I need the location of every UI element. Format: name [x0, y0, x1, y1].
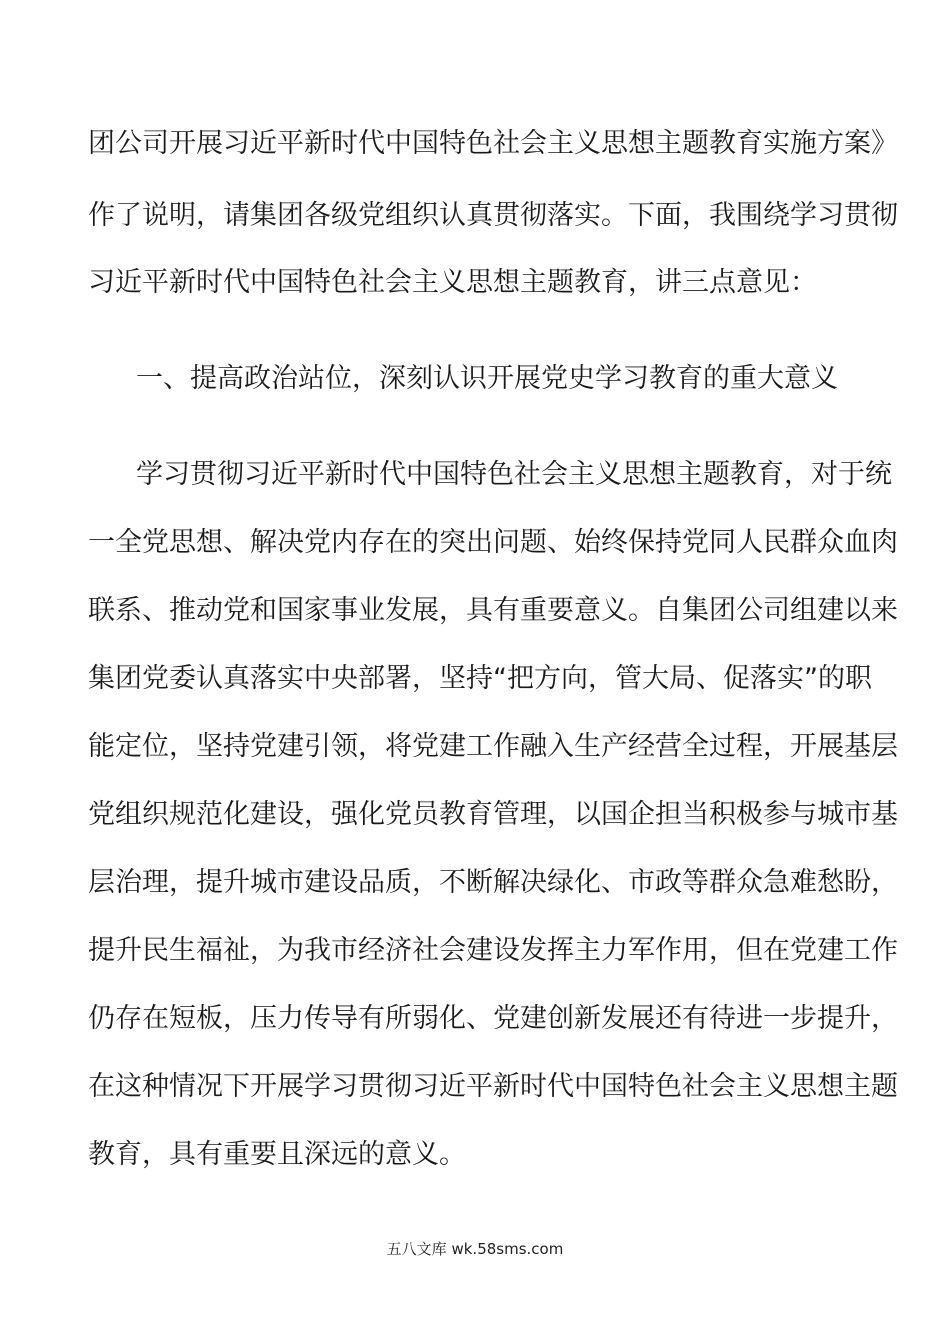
- footer-site-url[interactable]: wk.58sms.com: [451, 1240, 564, 1258]
- body-line-5: 能定位，坚持党建引领，将党建工作融入生产经营全过程，开展基层: [88, 731, 898, 762]
- body-line-1: 学习贯彻习近平新时代中国特色社会主义思想主题教育，对于统: [136, 459, 892, 490]
- intro-line-3: 习近平新时代中国特色社会主义思想主题教育，讲三点意见：: [88, 267, 817, 298]
- body-line-9: 仍存在短板，压力传导有所弱化、党建创新发展还有待进一步提升，: [88, 1003, 898, 1034]
- body-line-11: 教育，具有重要且深远的意义。: [88, 1139, 466, 1170]
- section-heading: 一、提高政治站位，深刻认识开展党史学习教育的重大意义: [136, 363, 838, 394]
- intro-line-2: 作了说明，请集团各级党组织认真贯彻落实。下面，我围绕学习贯彻: [88, 200, 898, 231]
- body-line-2: 一全党思想、解决党内存在的突出问题、始终保持党同人民群众血肉: [88, 527, 898, 558]
- body-line-7: 层治理，提升城市建设品质，不断解决绿化、市政等群众急难愁盼，: [88, 867, 898, 898]
- page-footer: [0, 1238, 950, 1260]
- intro-line-1: 团公司开展习近平新时代中国特色社会主义思想主题教育实施方案》: [88, 128, 898, 159]
- footer-site-name: 五八文库: [386, 1240, 447, 1258]
- body-line-10: 在这种情况下开展学习贯彻习近平新时代中国特色社会主义思想主题: [88, 1071, 898, 1102]
- body-line-3: 联系、推动党和国家事业发展，具有重要意义。自集团公司组建以来: [88, 595, 898, 626]
- body-line-8: 提升民生福祉，为我市经济社会建设发挥主力军作用，但在党建工作: [88, 935, 898, 966]
- body-line-4: 集团党委认真落实中央部署，坚持“把方向，管大局、促落实”的职: [88, 663, 872, 694]
- body-line-6: 党组织规范化建设，强化党员教育管理，以国企担当积极参与城市基: [88, 799, 898, 830]
